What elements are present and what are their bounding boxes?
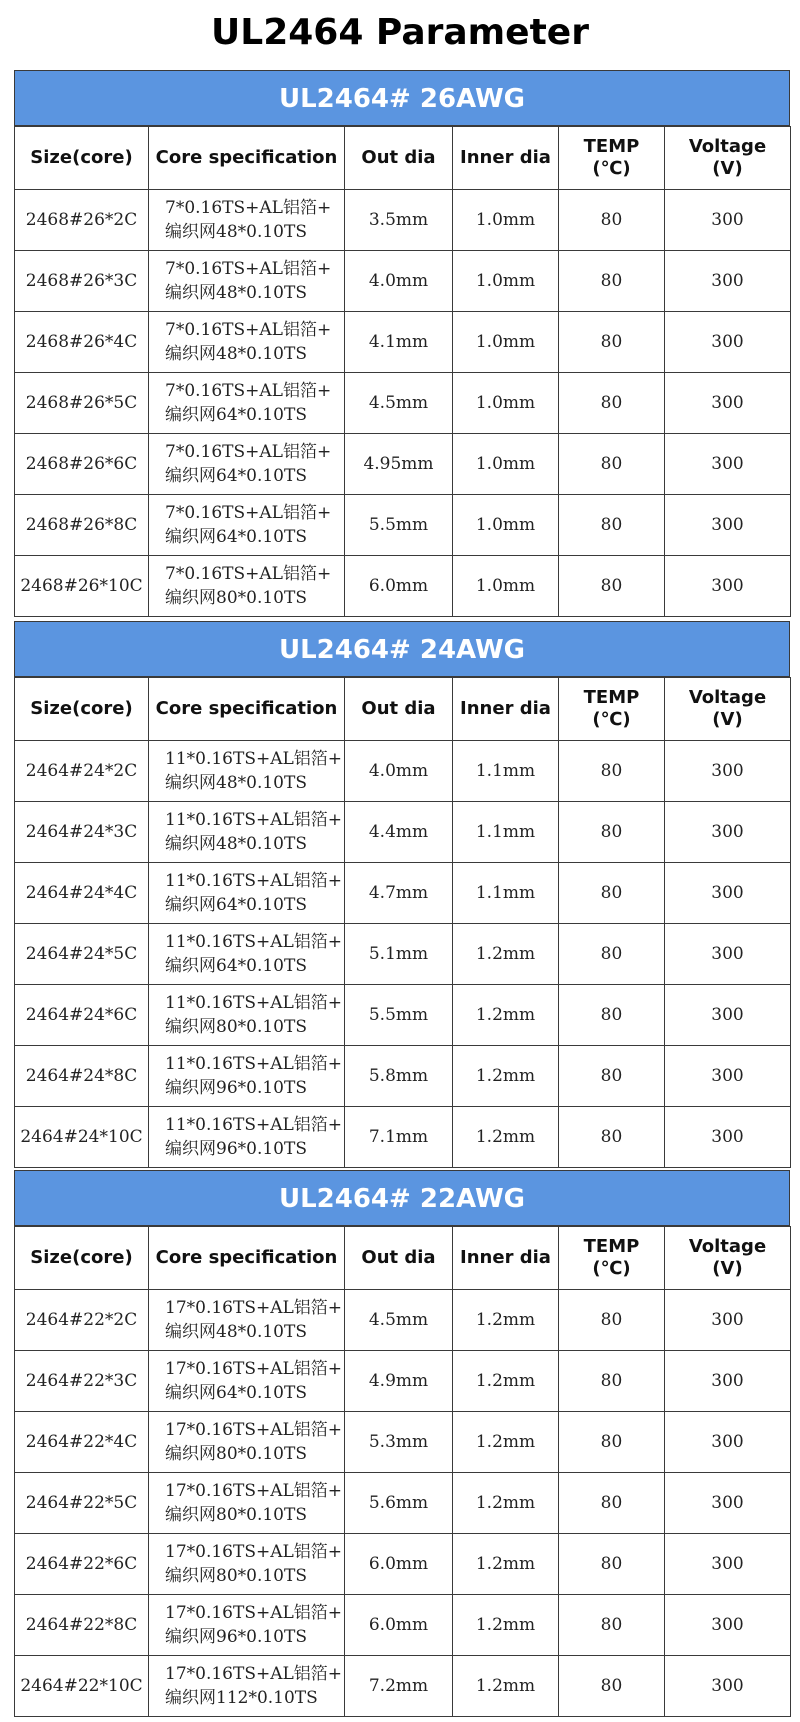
table-row (15, 556, 791, 617)
core-spec-line-2: 编织网96*0.10TS (165, 1627, 307, 1647)
section-2 (14, 1170, 790, 1717)
voltage-cell: 300 (665, 495, 791, 556)
temp-cell: 80 (559, 1595, 665, 1656)
core-spec-line-1: 7*0.16TS+AL铝箔+ (165, 564, 332, 584)
out-dia-cell: 5.8mm (345, 1046, 453, 1107)
inner-dia-cell: 1.1mm (453, 863, 559, 924)
table-row (15, 802, 791, 863)
column-header: TEMP (℃) (559, 678, 665, 741)
inner-dia-cell: 1.2mm (453, 985, 559, 1046)
size-cell: 2468#26*10C (15, 556, 149, 617)
core-spec-line-2: 编织网48*0.10TS (165, 222, 307, 242)
section-title: UL2464# 24AWG (14, 621, 790, 677)
temp-cell: 80 (559, 1534, 665, 1595)
table-row (15, 1656, 791, 1717)
out-dia-cell: 5.6mm (345, 1473, 453, 1534)
out-dia-cell: 5.1mm (345, 924, 453, 985)
voltage-cell: 300 (665, 1290, 791, 1351)
column-header: TEMP (℃) (559, 127, 665, 190)
core-spec-line-1: 7*0.16TS+AL铝箔+ (165, 320, 332, 340)
voltage-cell: 300 (665, 1351, 791, 1412)
size-cell: 2464#24*4C (15, 863, 149, 924)
temp-cell: 80 (559, 1107, 665, 1168)
section-1 (14, 621, 790, 1168)
table-row (15, 741, 791, 802)
core-spec-cell (149, 373, 345, 434)
out-dia-cell: 7.2mm (345, 1656, 453, 1717)
core-spec-line-1: 11*0.16TS+AL铝箔+ (165, 993, 343, 1013)
temp-cell: 80 (559, 1473, 665, 1534)
core-spec-line-1: 17*0.16TS+AL铝箔+ (165, 1420, 343, 1440)
size-cell: 2468#26*6C (15, 434, 149, 495)
header-row (15, 127, 791, 190)
inner-dia-cell: 1.2mm (453, 1473, 559, 1534)
core-spec-cell (149, 312, 345, 373)
core-spec-line-2: 编织网48*0.10TS (165, 834, 307, 854)
temp-cell: 80 (559, 251, 665, 312)
size-cell: 2464#24*5C (15, 924, 149, 985)
core-spec-line-2: 编织网48*0.10TS (165, 344, 307, 364)
voltage-cell: 300 (665, 1534, 791, 1595)
size-cell: 2464#22*10C (15, 1656, 149, 1717)
core-spec-line-1: 17*0.16TS+AL铝箔+ (165, 1359, 343, 1379)
out-dia-cell: 6.0mm (345, 1595, 453, 1656)
size-cell: 2464#22*4C (15, 1412, 149, 1473)
core-spec-line-2: 编织网80*0.10TS (165, 588, 307, 608)
temp-cell: 80 (559, 556, 665, 617)
inner-dia-cell: 1.2mm (453, 1107, 559, 1168)
core-spec-line-2: 编织网48*0.10TS (165, 1322, 307, 1342)
size-cell: 2464#24*3C (15, 802, 149, 863)
size-cell: 2464#24*8C (15, 1046, 149, 1107)
inner-dia-cell: 1.2mm (453, 1412, 559, 1473)
voltage-cell: 300 (665, 434, 791, 495)
header-row (15, 678, 791, 741)
voltage-cell: 300 (665, 924, 791, 985)
table-row (15, 373, 791, 434)
out-dia-cell: 4.4mm (345, 802, 453, 863)
core-spec-line-2: 编织网80*0.10TS (165, 1444, 307, 1464)
voltage-cell: 300 (665, 1595, 791, 1656)
core-spec-cell (149, 495, 345, 556)
core-spec-cell (149, 556, 345, 617)
core-spec-cell (149, 741, 345, 802)
voltage-cell: 300 (665, 1412, 791, 1473)
size-cell: 2468#26*3C (15, 251, 149, 312)
table-row (15, 863, 791, 924)
core-spec-line-1: 17*0.16TS+AL铝箔+ (165, 1298, 343, 1318)
core-spec-cell (149, 251, 345, 312)
core-spec-cell (149, 985, 345, 1046)
voltage-cell: 300 (665, 802, 791, 863)
temp-cell: 80 (559, 312, 665, 373)
core-spec-line-2: 编织网64*0.10TS (165, 956, 307, 976)
inner-dia-cell: 1.2mm (453, 1595, 559, 1656)
out-dia-cell: 4.5mm (345, 1290, 453, 1351)
inner-dia-cell: 1.0mm (453, 495, 559, 556)
voltage-cell: 300 (665, 1046, 791, 1107)
core-spec-line-2: 编织网80*0.10TS (165, 1566, 307, 1586)
column-header: Core specification (149, 127, 345, 190)
core-spec-cell (149, 863, 345, 924)
size-cell: 2468#26*5C (15, 373, 149, 434)
core-spec-line-2: 编织网96*0.10TS (165, 1078, 307, 1098)
column-header: Voltage (V) (665, 127, 791, 190)
size-cell: 2464#24*10C (15, 1107, 149, 1168)
core-spec-line-1: 11*0.16TS+AL铝箔+ (165, 810, 343, 830)
inner-dia-cell: 1.0mm (453, 190, 559, 251)
size-cell: 2468#26*8C (15, 495, 149, 556)
voltage-cell: 300 (665, 1656, 791, 1717)
voltage-cell: 300 (665, 251, 791, 312)
core-spec-line-2: 编织网80*0.10TS (165, 1505, 307, 1525)
temp-cell: 80 (559, 1351, 665, 1412)
size-cell: 2464#22*2C (15, 1290, 149, 1351)
inner-dia-cell: 1.0mm (453, 373, 559, 434)
voltage-cell: 300 (665, 1473, 791, 1534)
core-spec-line-2: 编织网64*0.10TS (165, 405, 307, 425)
core-spec-line-2: 编织网64*0.10TS (165, 895, 307, 915)
core-spec-cell (149, 1534, 345, 1595)
header-row (15, 1227, 791, 1290)
inner-dia-cell: 1.2mm (453, 924, 559, 985)
temp-cell: 80 (559, 373, 665, 434)
size-cell: 2464#22*5C (15, 1473, 149, 1534)
temp-cell: 80 (559, 434, 665, 495)
temp-cell: 80 (559, 190, 665, 251)
size-cell: 2468#26*4C (15, 312, 149, 373)
column-header: Voltage (V) (665, 1227, 791, 1290)
spec-table (14, 1226, 791, 1717)
core-spec-line-2: 编织网96*0.10TS (165, 1139, 307, 1159)
core-spec-line-2: 编织网64*0.10TS (165, 527, 307, 547)
column-header: Voltage (V) (665, 678, 791, 741)
core-spec-line-1: 7*0.16TS+AL铝箔+ (165, 259, 332, 279)
column-header: Out dia (345, 1227, 453, 1290)
out-dia-cell: 6.0mm (345, 556, 453, 617)
core-spec-line-1: 17*0.16TS+AL铝箔+ (165, 1664, 343, 1684)
core-spec-cell (149, 1473, 345, 1534)
temp-cell: 80 (559, 802, 665, 863)
size-cell: 2464#22*3C (15, 1351, 149, 1412)
table-row (15, 924, 791, 985)
core-spec-cell (149, 434, 345, 495)
inner-dia-cell: 1.2mm (453, 1656, 559, 1717)
voltage-cell: 300 (665, 863, 791, 924)
out-dia-cell: 5.3mm (345, 1412, 453, 1473)
core-spec-cell (149, 190, 345, 251)
core-spec-cell (149, 802, 345, 863)
core-spec-cell (149, 1107, 345, 1168)
core-spec-line-1: 11*0.16TS+AL铝箔+ (165, 932, 343, 952)
table-row (15, 251, 791, 312)
core-spec-line-1: 11*0.16TS+AL铝箔+ (165, 871, 343, 891)
temp-cell: 80 (559, 985, 665, 1046)
section-title: UL2464# 26AWG (14, 70, 790, 126)
core-spec-line-1: 7*0.16TS+AL铝箔+ (165, 503, 332, 523)
core-spec-line-1: 17*0.16TS+AL铝箔+ (165, 1542, 343, 1562)
column-header: TEMP (℃) (559, 1227, 665, 1290)
table-row (15, 985, 791, 1046)
spec-table (14, 126, 791, 617)
core-spec-cell (149, 924, 345, 985)
out-dia-cell: 7.1mm (345, 1107, 453, 1168)
table-row (15, 1351, 791, 1412)
out-dia-cell: 5.5mm (345, 985, 453, 1046)
temp-cell: 80 (559, 863, 665, 924)
inner-dia-cell: 1.0mm (453, 251, 559, 312)
size-cell: 2464#24*2C (15, 741, 149, 802)
core-spec-cell (149, 1290, 345, 1351)
temp-cell: 80 (559, 741, 665, 802)
inner-dia-cell: 1.2mm (453, 1534, 559, 1595)
voltage-cell: 300 (665, 985, 791, 1046)
table-row (15, 1107, 791, 1168)
temp-cell: 80 (559, 1046, 665, 1107)
core-spec-cell (149, 1595, 345, 1656)
core-spec-line-1: 7*0.16TS+AL铝箔+ (165, 381, 332, 401)
column-header: Inner dia (453, 678, 559, 741)
column-header: Size(core) (15, 1227, 149, 1290)
inner-dia-cell: 1.1mm (453, 802, 559, 863)
core-spec-line-1: 17*0.16TS+AL铝箔+ (165, 1603, 343, 1623)
out-dia-cell: 4.1mm (345, 312, 453, 373)
spec-table (14, 677, 791, 1168)
out-dia-cell: 6.0mm (345, 1534, 453, 1595)
core-spec-line-1: 7*0.16TS+AL铝箔+ (165, 198, 332, 218)
inner-dia-cell: 1.1mm (453, 741, 559, 802)
size-cell: 2464#22*8C (15, 1595, 149, 1656)
size-cell: 2468#26*2C (15, 190, 149, 251)
table-row (15, 1046, 791, 1107)
out-dia-cell: 4.7mm (345, 863, 453, 924)
table-row (15, 190, 791, 251)
table-row (15, 1595, 791, 1656)
section-title: UL2464# 22AWG (14, 1170, 790, 1226)
core-spec-line-2: 编织网112*0.10TS (165, 1688, 318, 1708)
core-spec-line-1: 11*0.16TS+AL铝箔+ (165, 749, 343, 769)
section-0 (14, 70, 790, 617)
inner-dia-cell: 1.2mm (453, 1290, 559, 1351)
inner-dia-cell: 1.2mm (453, 1046, 559, 1107)
voltage-cell: 300 (665, 741, 791, 802)
table-row (15, 1290, 791, 1351)
core-spec-cell (149, 1046, 345, 1107)
table-row (15, 495, 791, 556)
core-spec-line-1: 17*0.16TS+AL铝箔+ (165, 1481, 343, 1501)
voltage-cell: 300 (665, 190, 791, 251)
temp-cell: 80 (559, 495, 665, 556)
out-dia-cell: 4.9mm (345, 1351, 453, 1412)
voltage-cell: 300 (665, 1107, 791, 1168)
inner-dia-cell: 1.0mm (453, 312, 559, 373)
core-spec-cell (149, 1656, 345, 1717)
out-dia-cell: 5.5mm (345, 495, 453, 556)
inner-dia-cell: 1.0mm (453, 556, 559, 617)
core-spec-line-2: 编织网80*0.10TS (165, 1017, 307, 1037)
out-dia-cell: 4.5mm (345, 373, 453, 434)
core-spec-line-2: 编织网48*0.10TS (165, 773, 307, 793)
column-header: Size(core) (15, 127, 149, 190)
table-row (15, 434, 791, 495)
voltage-cell: 300 (665, 373, 791, 434)
out-dia-cell: 4.0mm (345, 741, 453, 802)
column-header: Size(core) (15, 678, 149, 741)
table-row (15, 1473, 791, 1534)
page-title: UL2464 Parameter (211, 12, 589, 53)
column-header: Core specification (149, 1227, 345, 1290)
inner-dia-cell: 1.2mm (453, 1351, 559, 1412)
table-row (15, 1534, 791, 1595)
core-spec-cell (149, 1412, 345, 1473)
core-spec-line-1: 11*0.16TS+AL铝箔+ (165, 1054, 343, 1074)
table-row (15, 312, 791, 373)
column-header: Core specification (149, 678, 345, 741)
column-header: Inner dia (453, 127, 559, 190)
size-cell: 2464#24*6C (15, 985, 149, 1046)
size-cell: 2464#22*6C (15, 1534, 149, 1595)
core-spec-cell (149, 1351, 345, 1412)
column-header: Inner dia (453, 1227, 559, 1290)
out-dia-cell: 4.0mm (345, 251, 453, 312)
column-header: Out dia (345, 678, 453, 741)
column-header: Out dia (345, 127, 453, 190)
out-dia-cell: 4.95mm (345, 434, 453, 495)
temp-cell: 80 (559, 1656, 665, 1717)
temp-cell: 80 (559, 924, 665, 985)
core-spec-line-2: 编织网64*0.10TS (165, 1383, 307, 1403)
voltage-cell: 300 (665, 556, 791, 617)
core-spec-line-1: 7*0.16TS+AL铝箔+ (165, 442, 332, 462)
voltage-cell: 300 (665, 312, 791, 373)
temp-cell: 80 (559, 1412, 665, 1473)
temp-cell: 80 (559, 1290, 665, 1351)
core-spec-line-1: 11*0.16TS+AL铝箔+ (165, 1115, 343, 1135)
table-row (15, 1412, 791, 1473)
core-spec-line-2: 编织网64*0.10TS (165, 466, 307, 486)
out-dia-cell: 3.5mm (345, 190, 453, 251)
core-spec-line-2: 编织网48*0.10TS (165, 283, 307, 303)
inner-dia-cell: 1.0mm (453, 434, 559, 495)
